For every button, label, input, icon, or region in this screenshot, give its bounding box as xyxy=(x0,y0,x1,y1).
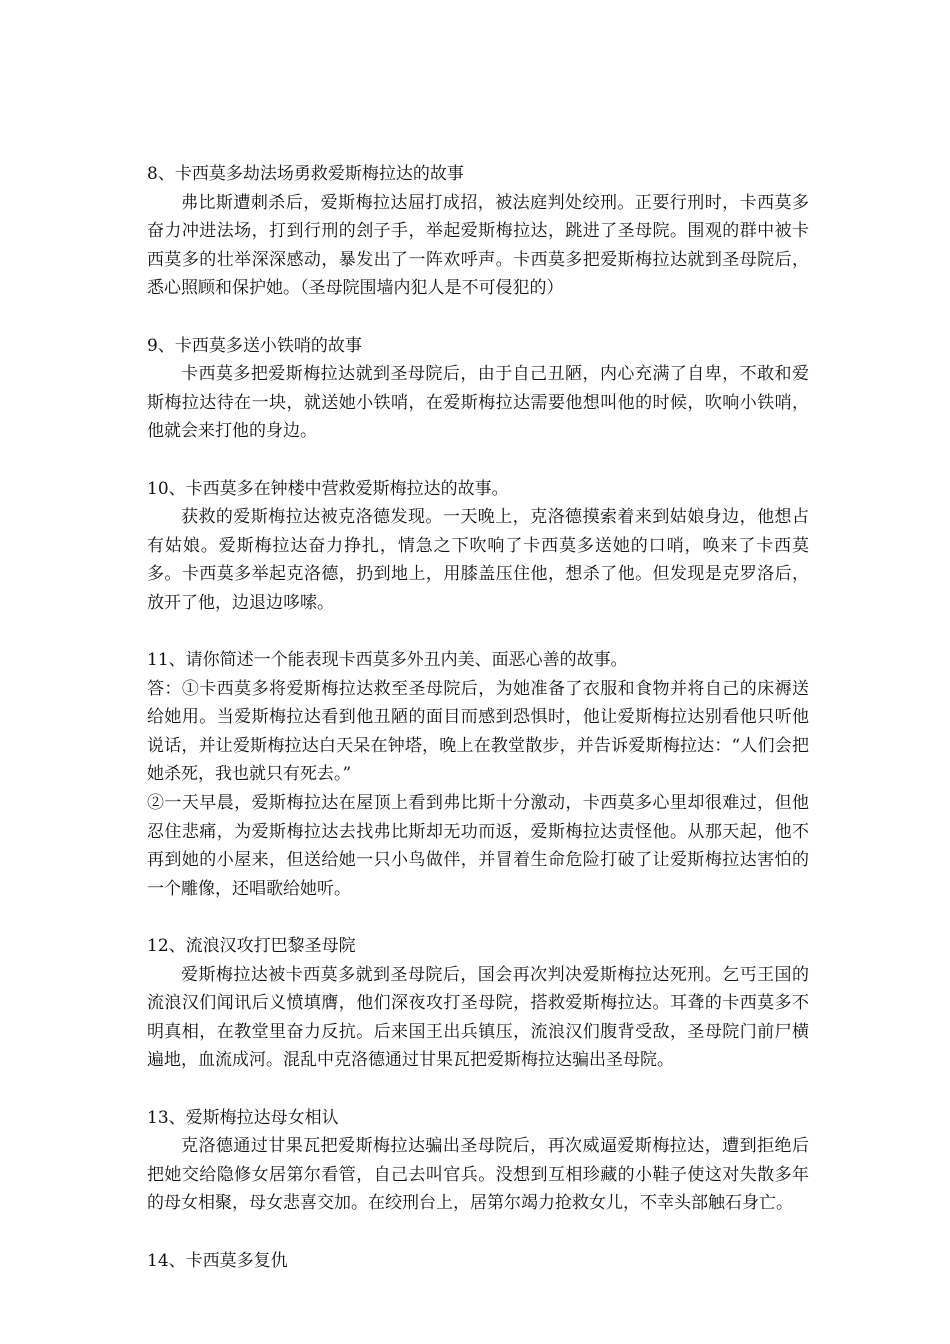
paragraph: 卡西莫多把爱斯梅拉达就到圣母院后，由于自己丑陋，内心充满了自卑，不敢和爱斯梅拉达待在一块，就送她小铁哨，在爱斯梅拉达需要他想叫他的时候，吹响小铁哨，他就会来打他的身边。 xyxy=(147,364,809,442)
paragraph: 获救的爱斯梅拉达被克洛德发现。一天晚上，克洛德摸索着来到姑娘身边，他想占有姑娘。爱斯梅拉达奋力挣扎，情急之下吹响了卡西莫多送她的口哨，唤来了卡西莫多。卡西莫多举起克洛德，扔到地上，用膝盖压住他，想杀了他。但发现是克罗洛后，放开了他，边退边哆嗦。 xyxy=(147,507,809,613)
answer-paragraph-1: 答：①卡西莫多将爱斯梅拉达救至圣母院后，为她准备了衣服和食物并将自己的床褥送给她用。当爱斯梅拉达看到他丑陋的面目而感到恐惧时，他让爱斯梅拉达别看他只听他说话，并让爱斯梅拉达白天呆在钟塔，晚上在教堂散步，并告诉爱斯梅拉达：“人们会把她杀死，我也就只有死去。” xyxy=(147,678,809,785)
section-title: 9、卡西莫多送小铁哨的故事 xyxy=(147,335,362,356)
section-title: 8、卡西莫多劫法场勇救爱斯梅拉达的故事 xyxy=(147,164,464,184)
section-9 xyxy=(147,332,809,446)
paragraph: 爱斯梅拉达被卡西莫多就到圣母院后，国会再次判决爱斯梅拉达死刑。乞丐王国的流浪汉们闻讯后义愤填膺，他们深夜攻打圣母院，搭救爱斯梅拉达。耳聋的卡西莫多不明真相，在教堂里奋力反抗。后来国王出兵镇压，流浪汉们腹背受敌，圣母院门前尸横遍地，血流成河。混乱中克洛德通过甘果瓦把爱斯梅拉达骗出圣母院。 xyxy=(147,964,809,1071)
section-14 xyxy=(147,1247,809,1276)
section-10 xyxy=(147,475,809,618)
section-title: 11、请你简述一个能表现卡西莫多外丑内美、面恶心善的故事。 xyxy=(147,650,628,671)
section-title: 12、流浪汉攻打巴黎圣母院 xyxy=(147,936,356,957)
paragraph: 克洛德通过甘果瓦把爱斯梅拉达骗出圣母院后，再次威逼爱斯梅拉达，遭到拒绝后把她交给隐修女居第尔看管，自己去叫官兵。没想到互相珍藏的小鞋子使这对失散多年的母女相聚，母女悲喜交加。在绞刑台上，居第尔竭力抢救女儿，不幸头部触石身亡。 xyxy=(147,1136,809,1214)
section-title: 13、爱斯梅拉达母女相认 xyxy=(147,1107,339,1128)
answer-paragraph-2: ②一天早晨，爱斯梅拉达在屋顶上看到弗比斯十分激动，卡西莫多心里却很难过，但他忍住悲痛，为爱斯梅拉达去找弗比斯却无功而返，爱斯梅拉达责怪他。从那天起，他不再到她的小屋来，但送给她一只小鸟做伴，并冒着生命危险打破了让爱斯梅拉达害怕的一个雕像，还唱歌给她听。 xyxy=(147,793,809,899)
paragraph: 弗比斯遭刺杀后，爱斯梅拉达屈打成招，被法庭判处绞刑。正要行刑时，卡西莫多奋力冲进法场，打到行刑的刽子手，举起爱斯梅拉达，跳进了圣母院。围观的群中被卡西莫多的壮举深深感动，暴发出了一阵欢呼声。卡西莫多把爱斯梅拉达就到圣母院后，悉心照顾和保护她。（圣母院围墙内犯人是不可侵犯的） xyxy=(147,192,809,299)
section-title: 10、卡西莫多在钟楼中营救爱斯梅拉达的故事。 xyxy=(147,478,509,499)
document-body xyxy=(147,160,809,1304)
section-8 xyxy=(147,160,809,303)
section-11 xyxy=(147,646,809,903)
section-13 xyxy=(147,1104,809,1218)
section-title: 14、卡西莫多复仇 xyxy=(147,1250,288,1271)
section-12 xyxy=(147,932,809,1075)
